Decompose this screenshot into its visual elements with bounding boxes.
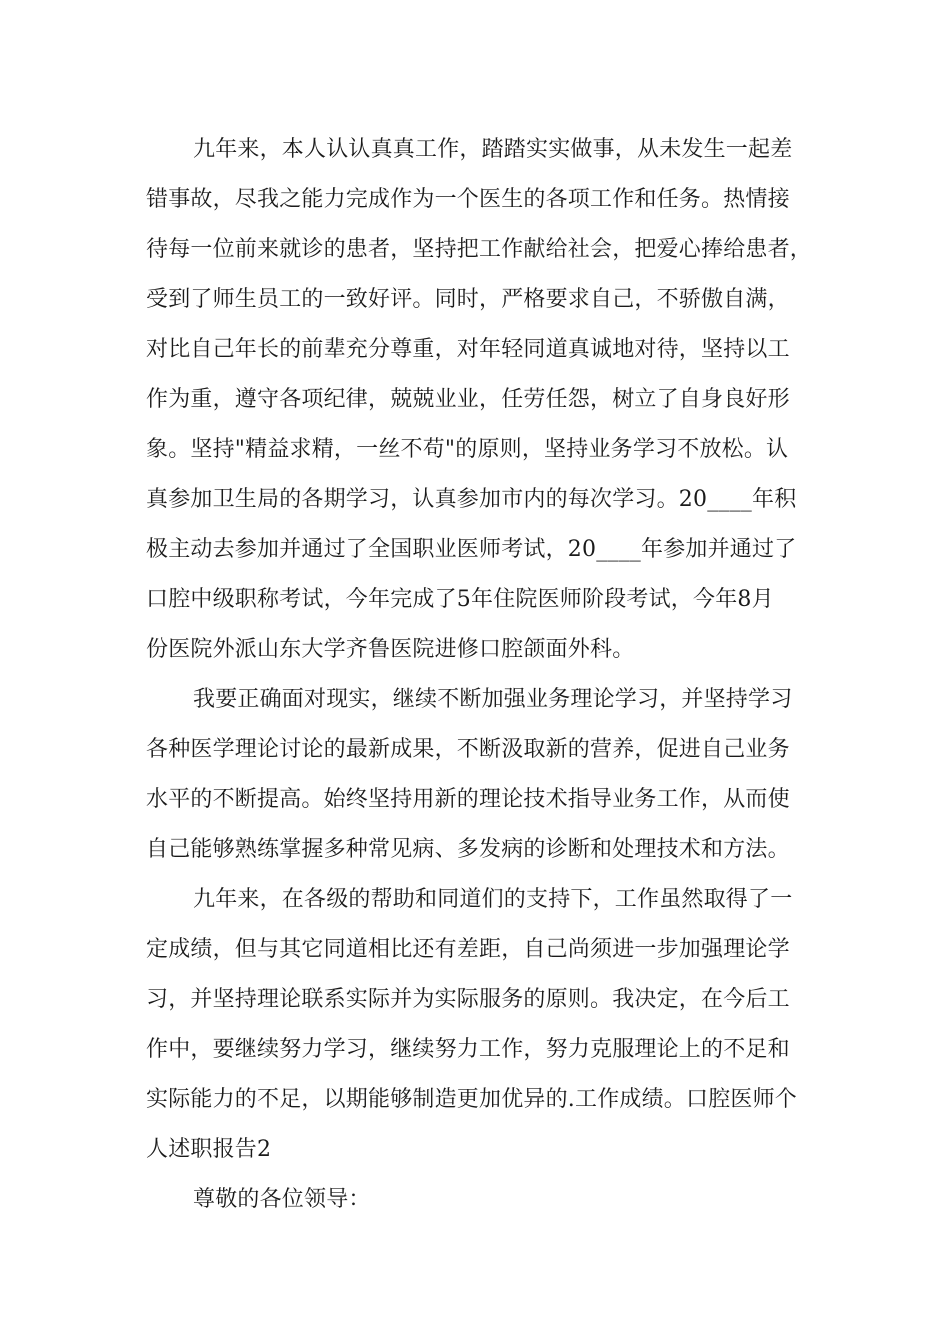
text-line: 对比自己年长的前辈充分尊重，对年轻同道真诚地对待，坚持以工: [146, 337, 790, 362]
text-line: 作中，要继续努力学习，继续努力工作，努力克服理论上的不足和: [146, 1037, 790, 1062]
text-line: 自己能够熟练掌握多种常见病、多发病的诊断和处理技术和方法。: [146, 837, 790, 862]
text-line: 待每一位前来就诊的患者，坚持把工作献给社会，把爱心捧给患者，: [146, 237, 813, 262]
text-line: 口腔中级职称考试，今年完成了5年住院医师阶段考试，今年8月: [146, 587, 774, 612]
text-line: 极主动去参加并通过了全国职业医师考试，20____年参加并通过了: [146, 537, 797, 562]
text-line: 实际能力的不足，以期能够制造更加优异的.工作成绩。口腔医师个: [146, 1087, 797, 1112]
text-line: 水平的不断提高。始终坚持用新的理论技术指导业务工作，从而使: [146, 787, 790, 812]
text-line: 九年来，在各级的帮助和同道们的支持下，工作虽然取得了一: [193, 887, 793, 912]
text-line: 九年来，本人认认真真工作，踏踏实实做事，从未发生一起差: [193, 137, 793, 162]
text-line: 真参加卫生局的各期学习，认真参加市内的每次学习。20____年积: [146, 487, 797, 512]
text-line: 我要正确面对现实，继续不断加强业务理论学习，并坚持学习: [193, 687, 793, 712]
text-line: 错事故，尽我之能力完成作为一个医生的各项工作和任务。热情接: [146, 187, 790, 212]
text-line: 受到了师生员工的一致好评。同时，严格要求自己，不骄傲自满，: [146, 287, 790, 312]
text-line: 份医院外派山东大学齐鲁医院进修口腔颌面外科。: [146, 637, 635, 662]
text-line: 各种医学理论讨论的最新成果，不断汲取新的营养，促进自己业务: [146, 737, 790, 762]
salutation: 尊敬的各位领导：: [193, 1187, 371, 1212]
text-line: 人述职报告2: [146, 1137, 272, 1162]
text-line: 作为重，遵守各项纪律，兢兢业业，任劳任怨，树立了自身良好形: [146, 387, 790, 412]
text-line: 习，并坚持理论联系实际并为实际服务的原则。我决定，在今后工: [146, 987, 790, 1012]
text-line: 象。坚持"精益求精，一丝不苟"的原则，坚持业务学习不放松。认: [146, 437, 789, 462]
text-line: 定成绩，但与其它同道相比还有差距，自己尚须进一步加强理论学: [146, 937, 790, 962]
